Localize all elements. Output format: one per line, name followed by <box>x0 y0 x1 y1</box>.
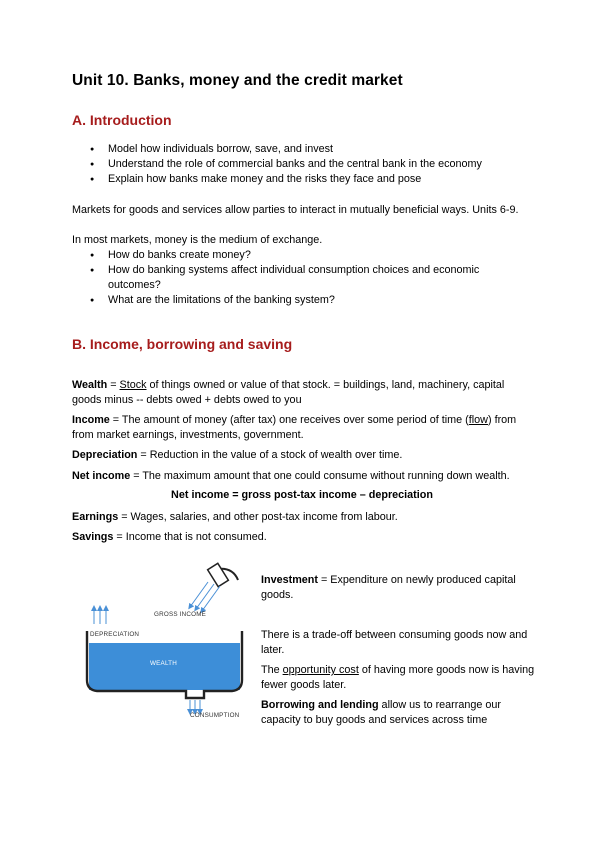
paragraph-text: allow us to rearrange our capacity to buy goods and services across time <box>261 699 501 726</box>
opportunity-cost-paragraph <box>261 663 536 693</box>
term: Borrowing and lending <box>261 699 379 711</box>
definition-text: ) from from market earnings, investments, government. <box>72 414 517 441</box>
list-item: ● Model how individuals borrow, save, and invest <box>72 142 542 157</box>
definition-text: of things owned or value of that stock. = buildings, land, machinery, capital goods minus -- debts owed + debts owed to you <box>72 379 505 406</box>
consumption-label: CONSUMPTION <box>190 712 240 719</box>
term: Earnings <box>72 511 119 523</box>
term-flow: flow <box>468 414 488 426</box>
objectives-list <box>72 142 542 187</box>
bathtub-illustration <box>72 560 257 730</box>
definition-text: = The maximum amount that one could consume without running down wealth. <box>130 470 510 482</box>
paragraph-text: The <box>261 664 283 676</box>
definition-text: = Reduction in the value of a stock of wealth over time. <box>137 449 403 461</box>
section-heading-introduction: A. Introduction <box>72 112 172 128</box>
page-title: Unit 10. Banks, money and the credit market <box>72 72 403 89</box>
term: Income <box>72 414 110 426</box>
money-paragraph: In most markets, money is the medium of exchange. <box>72 234 323 246</box>
term: Investment <box>261 574 318 586</box>
net-income-definition <box>72 469 532 484</box>
list-item: ● Understand the role of commercial banks and the central bank in the economy <box>72 157 542 172</box>
paragraph-text: of having more goods now is having fewer goods later. <box>261 664 535 691</box>
list-item: ● How do banks create money? <box>72 248 482 263</box>
definition-text: = <box>107 379 120 391</box>
income-definition <box>72 413 532 443</box>
tap-icon <box>208 563 229 586</box>
definition-text: = Expenditure on newly produced capital goods. <box>261 574 516 601</box>
tradeoff-paragraph: There is a trade-off between consuming goods now and later. <box>261 629 528 656</box>
investment-definition <box>261 573 536 603</box>
wealth-label: WEALTH <box>150 660 177 667</box>
gross-income-label: GROSS INCOME <box>154 611 207 618</box>
inflow-arrow <box>202 586 220 611</box>
depreciation-label: DEPRECIATION <box>90 631 140 638</box>
questions-list <box>72 248 482 308</box>
borrowing-lending-paragraph <box>261 698 536 728</box>
term: Savings <box>72 531 114 543</box>
inflow-arrow <box>196 584 214 609</box>
list-item: ● How do banking systems affect individual consumption choices and economic outcomes? <box>72 263 482 293</box>
term: Wealth <box>72 379 108 391</box>
net-income-formula: Net income = gross post-tax income – depreciation <box>171 489 433 501</box>
definition-text: = Wages, salaries, and other post-tax income from labour. <box>118 511 398 523</box>
markets-paragraph: Markets for goods and services allow parties to interact in mutually beneficial ways. Units 6-9. <box>72 204 519 216</box>
section-heading-income: B. Income, borrowing and saving <box>72 336 293 352</box>
term-opportunity-cost: opportunity cost <box>282 664 359 676</box>
definition-text: = The amount of money (after tax) one receives over some period of time ( <box>109 414 469 426</box>
definition-text: = Income that is not consumed. <box>113 531 267 543</box>
wealth-bathtub-diagram <box>72 560 257 730</box>
list-item: ● Explain how banks make money and the risks they face and pose <box>72 172 542 187</box>
savings-definition <box>72 530 532 545</box>
depreciation-definition <box>72 448 532 463</box>
list-item: ● What are the limitations of the banking system? <box>72 293 482 308</box>
term-stock: Stock <box>119 379 147 391</box>
term: Net income <box>72 470 131 482</box>
inflow-arrow <box>190 582 208 607</box>
earnings-definition <box>72 510 532 525</box>
wealth-definition <box>72 378 532 408</box>
term: Depreciation <box>72 449 138 461</box>
